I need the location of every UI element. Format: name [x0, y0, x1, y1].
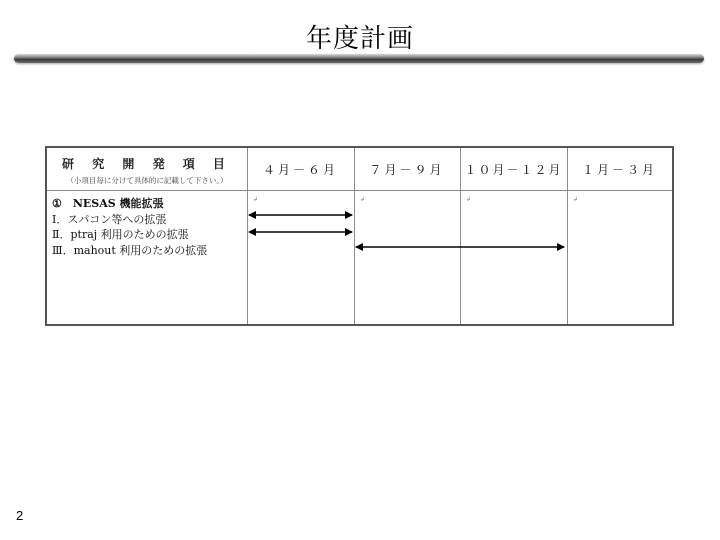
- period-header: ７月－９月: [369, 162, 445, 177]
- period-header: ４月－６月: [262, 162, 338, 177]
- cell-mark: ↲: [573, 196, 579, 203]
- cell-mark: ↲: [360, 196, 366, 203]
- title-rule: [14, 54, 704, 63]
- item-entry: Ⅲ．mahout 利用のための拡張: [52, 243, 208, 257]
- period-header: １月－３月: [581, 162, 657, 177]
- page-number: 2: [16, 508, 24, 523]
- slide-title: 年度計画: [305, 24, 414, 54]
- schedule-table: [45, 146, 674, 326]
- item-entry: Ⅰ．スパコン等への拡張: [52, 212, 167, 226]
- schedule-arrows: [47, 148, 672, 324]
- item-header-title: 研 究 開 発 項 目: [62, 157, 232, 171]
- item-heading: ① NESAS 機能拡張: [52, 197, 164, 210]
- period-header: １０月－１２月: [464, 162, 563, 177]
- item-entry: Ⅱ．ptraj 利用のための拡張: [52, 228, 189, 241]
- cell-mark: ↲: [253, 196, 259, 203]
- cell-mark: ↲: [466, 196, 472, 203]
- item-header-note: （小項目毎に分けて具体的に記載して下さい。）: [66, 176, 228, 185]
